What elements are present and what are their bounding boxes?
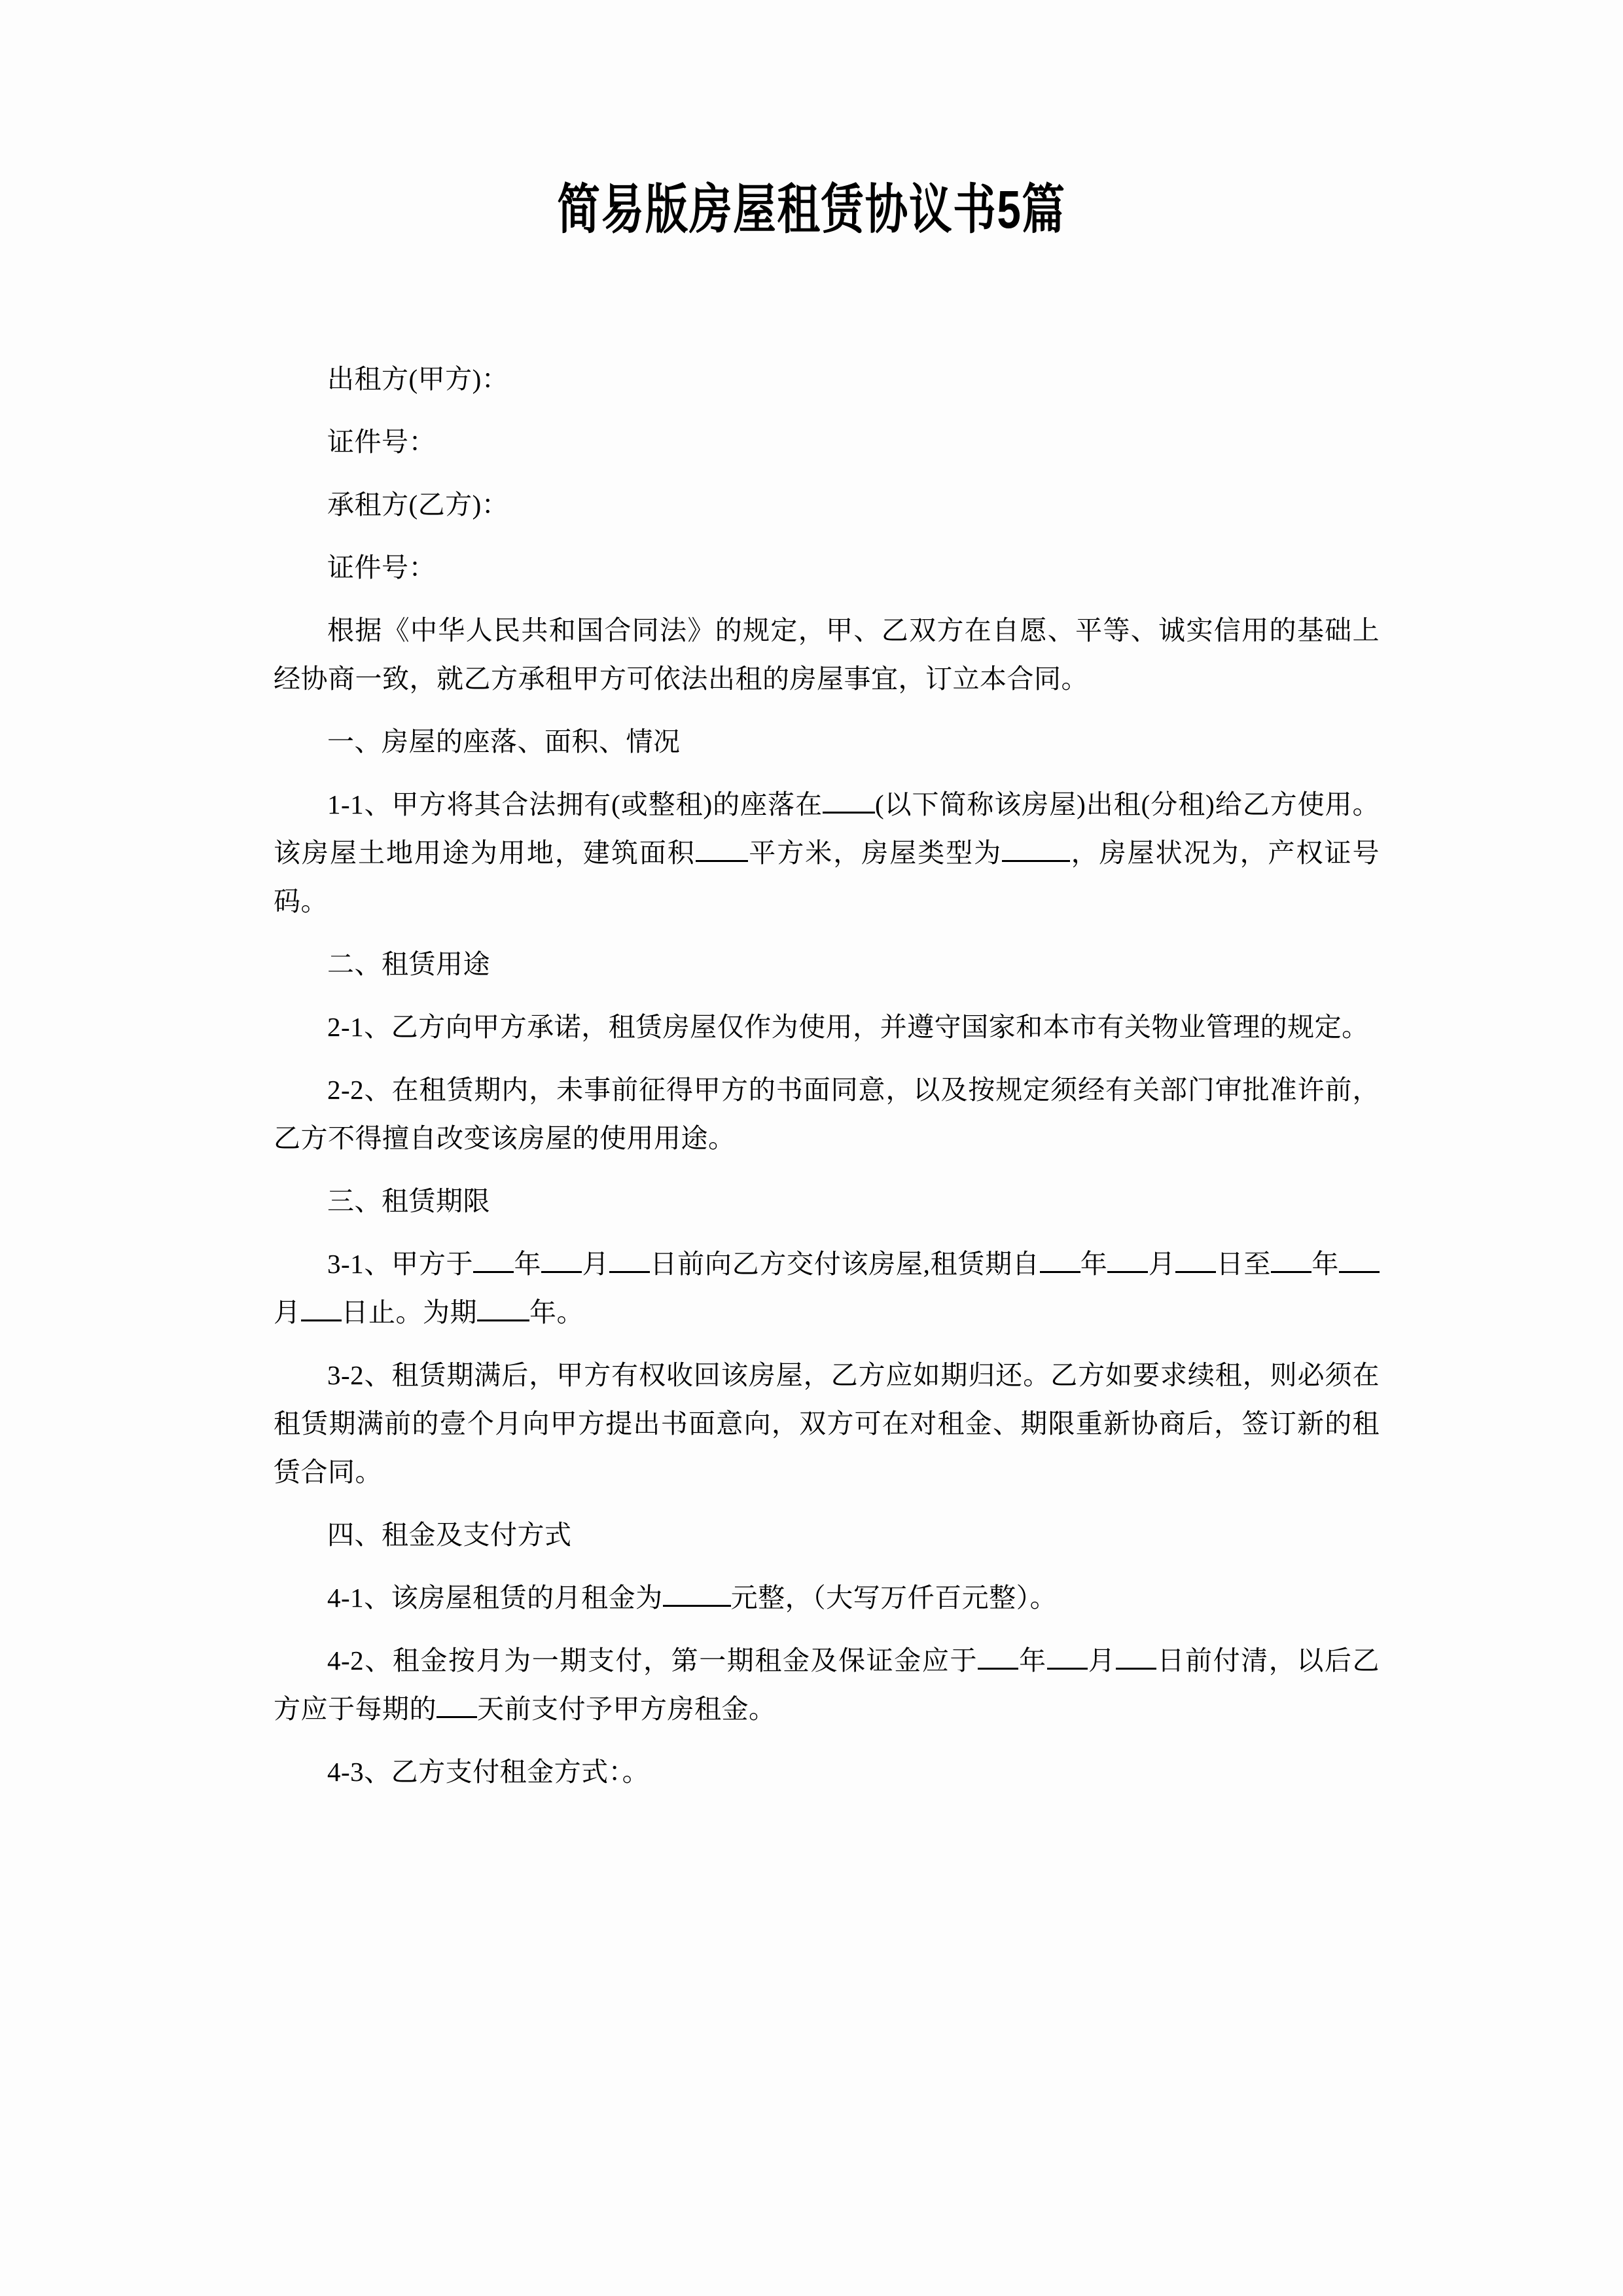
blank-delivery-year[interactable] [473, 1271, 514, 1273]
section-4-2-text-c: 月 [1087, 1645, 1116, 1676]
document-body [274, 340, 1380, 1810]
blank-delivery-month[interactable] [541, 1271, 582, 1273]
lessor-label: 出租方(甲方)： [327, 364, 509, 394]
section-2-1-paragraph: 2-1、乙方向甲方承诺，租赁房屋仅作为使用，并遵守国家和本市有关物业管理的规定。 [327, 1012, 1369, 1042]
section-3-1-text-i: 月 [274, 1297, 301, 1327]
blank-term-years[interactable] [477, 1319, 529, 1321]
blank-delivery-day[interactable] [609, 1271, 650, 1273]
lessee-label: 承租方(乙方)： [327, 490, 509, 520]
lessor-id-label: 证件号： [327, 427, 436, 457]
section-1-1-text-a: 1-1、甲方将其合法拥有(或整租)的座落在 [327, 789, 823, 819]
section-4-2-paragraph [274, 1636, 1380, 1733]
section-4-1-text-a: 4-1、该房屋租赁的月租金为 [327, 1583, 663, 1613]
section-3-heading: 三、租赁期限 [327, 1186, 490, 1216]
section-4-1-paragraph [274, 1573, 1380, 1622]
section-3-1-text-e: 年 [1080, 1249, 1108, 1279]
section-1-1-text-b: (以下简称该房屋)出租(分租)给乙方使用。该房屋土地用途为用地，建筑面积 [274, 789, 1380, 868]
section-3-1-text-f: 月 [1148, 1249, 1176, 1279]
section-4-heading: 四、租金及支付方式 [327, 1520, 572, 1550]
preamble-paragraph: 根据《中华人民共和国合同法》的规定，甲、乙双方在自愿、平等、诚实信用的基础上经协商一致，就乙方承租甲方可依法出租的房屋事宜，订立本合同。 [274, 615, 1380, 694]
blank-area[interactable] [696, 860, 748, 862]
blank-start-year[interactable] [1040, 1271, 1080, 1273]
section-3-1-text-d: 日前向乙方交付该房屋,租赁期自 [650, 1249, 1040, 1279]
blank-end-year[interactable] [1271, 1271, 1311, 1273]
section-3-1-text-c: 月 [582, 1249, 610, 1279]
blank-monthly-rent[interactable] [663, 1605, 731, 1607]
blank-first-payment-month[interactable] [1047, 1668, 1088, 1670]
page-title: 简易版房屋租赁协议书5篇 [557, 180, 1066, 240]
blank-end-day[interactable] [301, 1319, 342, 1321]
blank-end-month[interactable] [1339, 1271, 1380, 1273]
section-1-1-text-c: 平方米，房屋类型为 [747, 838, 1003, 868]
blank-start-month[interactable] [1107, 1271, 1148, 1273]
section-3-1-text-j: 日止。为期 [341, 1297, 477, 1327]
section-4-2-text-b: 年 [1018, 1645, 1047, 1676]
section-3-2-paragraph: 3-2、租赁期满后，甲方有权收回该房屋，乙方应如期归还。乙方如要求续租，则必须在租赁期满前的壹个月向甲方提出书面意向，双方可在对租金、期限重新协商后，签订新的租赁合同。 [274, 1360, 1380, 1487]
section-3-1-text-a: 3-1、甲方于 [327, 1249, 474, 1279]
section-3-1-text-h: 年 [1311, 1249, 1340, 1279]
section-3-1-text-b: 年 [514, 1249, 542, 1279]
section-2-2-paragraph: 2-2、在租赁期内，未事前征得甲方的书面同意，以及按规定须经有关部门审批准许前，乙方不得擅自改变该房屋的使用用途。 [274, 1075, 1380, 1153]
section-4-2-text-a: 4-2、租金按月为一期支付，第一期租金及保证金应于 [327, 1645, 978, 1676]
section-4-2-text-e: 天前支付予甲方房租金。 [477, 1694, 776, 1724]
section-1-heading: 一、房屋的座落、面积、情况 [327, 726, 681, 757]
blank-location[interactable] [823, 812, 875, 814]
section-3-1-paragraph [274, 1240, 1380, 1336]
blank-payment-days[interactable] [437, 1716, 477, 1718]
blank-first-payment-day[interactable] [1116, 1668, 1156, 1670]
section-2-heading: 二、租赁用途 [327, 949, 490, 979]
blank-first-payment-year[interactable] [978, 1668, 1018, 1670]
lessee-id-label: 证件号： [327, 552, 436, 583]
section-1-1-paragraph [274, 780, 1380, 925]
section-4-1-text-b: 元整，（大写万仟百元整）。 [730, 1583, 1058, 1613]
section-4-2-text-d: 日前付清，以后乙方应于每期的 [274, 1645, 1380, 1724]
section-3-1-text-k: 年。 [529, 1297, 584, 1327]
blank-start-day[interactable] [1175, 1271, 1216, 1273]
blank-house-type[interactable] [1002, 860, 1070, 862]
section-1-1-text-d: ，房屋状况为，产权证号码。 [274, 838, 1380, 916]
section-3-1-text-g: 日至 [1216, 1249, 1272, 1279]
section-4-3-paragraph: 4-3、乙方支付租金方式：。 [327, 1757, 650, 1787]
